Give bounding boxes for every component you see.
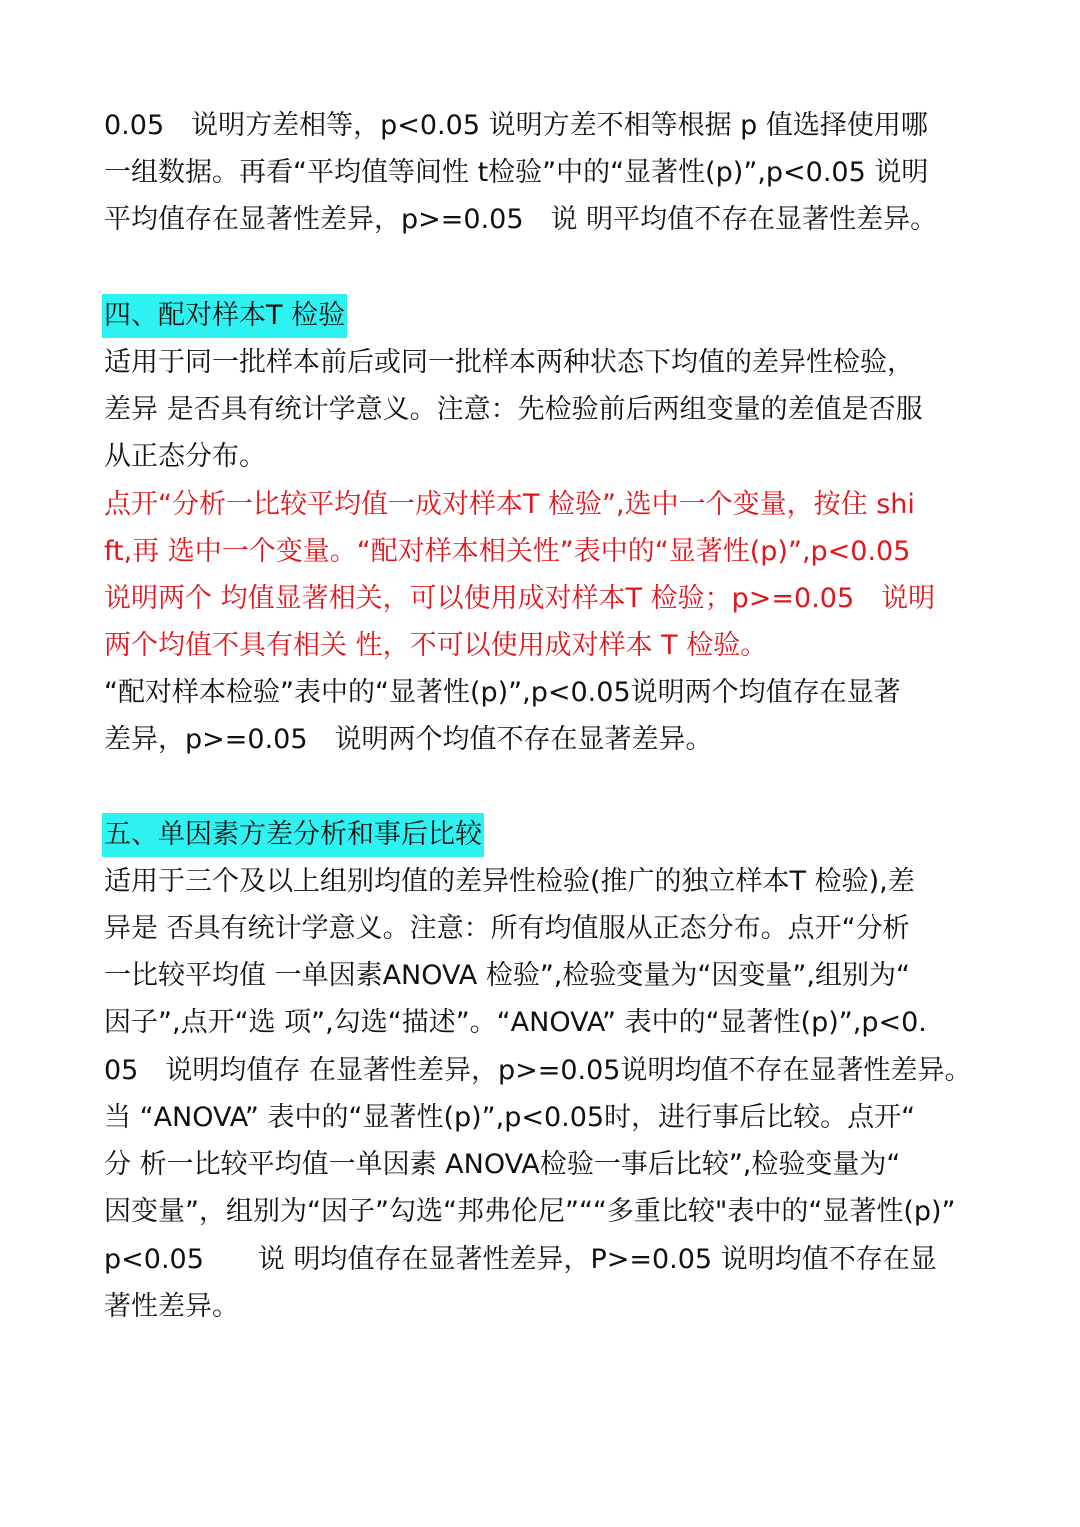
section4-tail-line: 差异，p>=0.05 说明两个均值不存在显著差异。 [104,724,713,755]
section4-body-line: 适用于同一批样本前后或同一批样本两种状态下均值的差异性检验， [104,347,914,378]
section5-body-line: 因变量”，组别为“因子”勾选“邦弗伦尼”““多重比较"表中的“显著性(p)” [104,1196,956,1227]
section4-red-line: ft,再 选中一个变量。“配对样本相关性”表中的“显著性(p)”,p<0.05 [104,536,911,567]
section-heading-one-way-anova: 五、单因素方差分析和事后比较 [102,813,484,857]
section5-body-line: 05 说明均值存 在显著性差异，p>=0.05说明均值不存在显著性差异。 [104,1055,972,1086]
section5-body-line: 一比较平均值 一单因素ANOVA 检验”,检验变量为“因变量”,组别为“ [104,960,910,991]
section5-body-line: 分 析一比较平均值一单因素 ANOVA检验一事后比较”,检验变量为“ [104,1149,901,1180]
section4-red-line: 两个均值不具有相关 性，不可以使用成对样本 T 检验。 [104,630,768,661]
section4-tail-line: “配对样本检验”表中的“显著性(p)”,p<0.05说明两个均值存在显著 [104,677,901,708]
section4-body-line: 差异 是否具有统计学意义。注意：先检验前后两组变量的差值是否服 [104,394,923,425]
section5-body-line: 著性差异。 [104,1291,239,1322]
section4-body-line: 从正态分布。 [104,441,266,472]
section5-body-line: 因子”,点开“选 项”,勾选“描述”。“ANOVA” 表中的“显著性(p)”,p<0. [104,1007,927,1038]
section-heading-paired-t-test: 四、配对样本T 检验 [102,294,347,338]
section5-body-line: 当 “ANOVA” 表中的“显著性(p)”,p<0.05时，进行事后比较。点开“ [104,1102,916,1133]
intro-line: 0.05 说明方差相等，p<0.05 说明方差不相等根据 p 值选择使用哪 [104,110,928,141]
section5-body-line: p<0.05 说 明均值存在显著性差异，P>=0.05 说明均值不存在显 [104,1244,937,1275]
intro-line: 一组数据。再看“平均值等间性 t检验”中的“显著性(p)”,p<0.05 说明 [104,157,929,188]
section5-body-line: 异是 否具有统计学意义。注意：所有均值服从正态分布。点开“分析 [104,913,910,944]
section4-red-line: 说明两个 均值显著相关，可以使用成对样本T 检验；p>=0.05 说明 [104,583,936,614]
section5-body-line: 适用于三个及以上组别均值的差异性检验(推广的独立样本T 检验),差 [104,866,915,897]
intro-line: 平均值存在显著性差异，p>=0.05 说 明平均值不存在显著性差异。 [104,204,938,235]
section4-red-line: 点开“分析一比较平均值一成对样本T 检验”,选中一个变量，按住 shi [104,489,915,520]
